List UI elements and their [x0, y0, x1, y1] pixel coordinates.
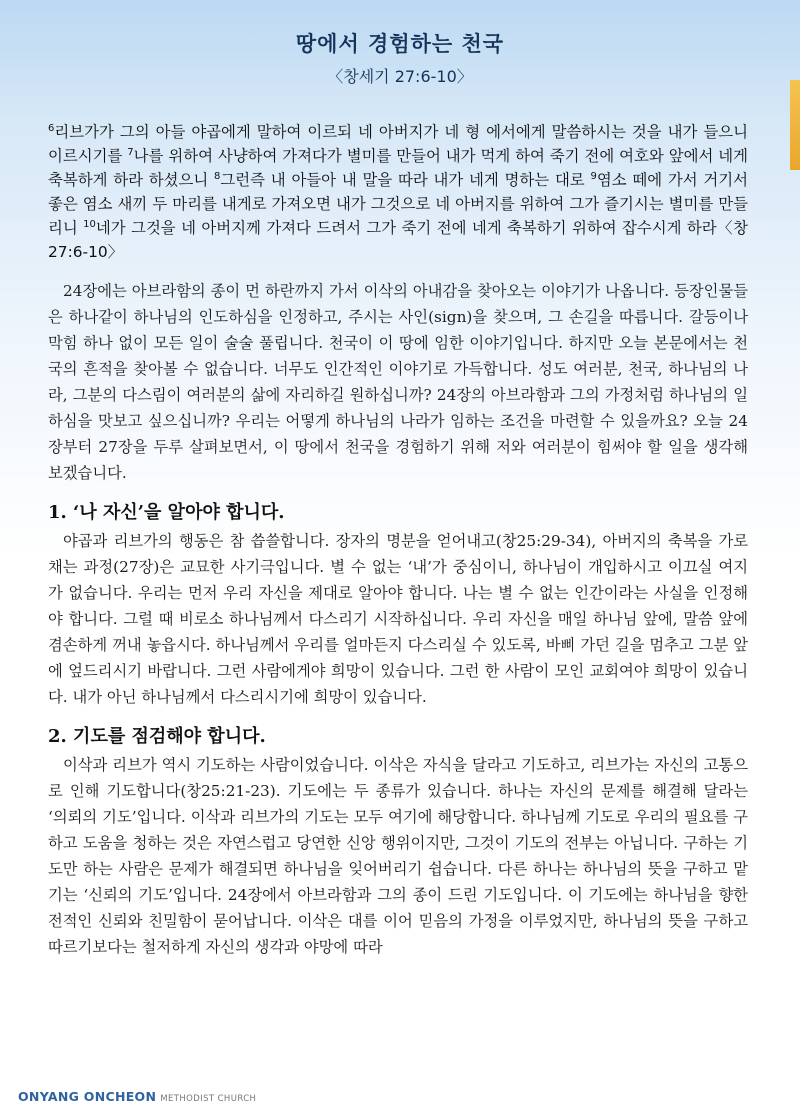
- scripture-passage: [48, 120, 748, 264]
- verse-text: 네가 그것을 네 아버지께 가져다 드려서 그가 죽기 전에 네게 축복하기 위하여 잡수시게 하라: [95, 219, 717, 237]
- decorative-side-stripe: [790, 80, 800, 170]
- section-body-1: 야곱과 리브가의 행동은 참 씁쓸합니다. 장자의 명분을 얻어내고(창25:29-34), 아버지의 축복을 가로채는 과정(27장)은 교묘한 사기극입니다. 별 수 없는 ‘내’가 중심이니, 하나님이 개입하시고 이끄실 여지가 없습니다. 우리는 먼저 우리 자신을 제대로 알아야 합니다. 나는 별 수 없는 인간이라는 사실을 인정해야 합니다. 그럴 때 비로소 하나님께서 다스리기 시작하십니다. 우리 자신을 매일 하나님 앞에, 말씀 앞에 겸손하게 꺼내 놓읍시다. 하나님께서 우리를 얼마든지 다스리실 수 있도록, 바삐 가던 길을 멈추고 그분 앞에 엎드리시기 바랍니다. 그런 사람에게야 희망이 있습니다. 그런 한 사람이 모인 교회여야 희망이 있습니다. 내가 아닌 하나님께서 다스리시기에 희망이 있습니다.: [48, 532, 748, 706]
- verse-text: 나를 위하여 사냥하여 가져다가 별미를 만들어 내가 먹게 하여 죽기 전에 여호와 앞에서 네게 축복하게 하라 하셨으니: [48, 147, 748, 189]
- section-heading-2: 2. 기도를 점검해야 합니다.: [48, 726, 266, 747]
- sermon-content: [48, 120, 748, 960]
- church-subtitle: METHODIST CHURCH: [160, 1094, 257, 1104]
- verse-number: 6: [48, 123, 55, 134]
- verse-number: 10: [83, 219, 96, 230]
- section-body-2: 이삭과 리브가 역시 기도하는 사람이었습니다. 이삭은 자식을 달라고 기도하고, 리브가는 자신의 고통으로 인해 기도합니다(창25:21-23). 기도에는 두 종류가 있습니다. 하나는 자신의 문제를 해결해 달라는 ‘의뢰의 기도’입니다. 이삭과 리브가의 기도는 모두 여기에 해당합니다. 하나님께 기도로 우리의 필요를 구하고 도움을 청하는 것은 자연스럽고 당연한 신앙 행위이지만, 그것이 기도의 전부는 아닙니다. 구하는 기도만 하는 사람은 문제가 해결되면 하나님을 잊어버리기 쉽습니다. 다른 하나는 하나님의 뜻을 구하고 맡기는 ‘신뢰의 기도’입니다. 24장에서 아브라함과 그의 종이 드린 기도입니다. 이 기도에는 하나님을 향한 전적인 신뢰와 친밀함이 묻어납니다. 이삭은 대를 이어 믿음의 가정을 이루었지만, 하나님의 뜻을 구하고 따르기보다는 철저하게 자신의 생각과 야망에 따라: [48, 756, 748, 956]
- title-block: [0, 28, 800, 87]
- verse-text: 리브가가 그의 아들 야곱에게 말하여 이르되 네 아버지가 네 형 에서에게 말씀하시는 것을 내가 들으니 이르시기를: [48, 123, 748, 165]
- church-name: ONYANG ONCHEON: [18, 1089, 157, 1104]
- passage-reference: 〈창27:6-10〉: [48, 219, 748, 261]
- section-heading-1: 1. ‘나 자신’을 알아야 합니다.: [48, 502, 285, 523]
- church-logo: [18, 1086, 256, 1105]
- verse-text: 염소 떼에 가서 거기서 좋은 염소 새끼 두 마리를 내게로 가져오면 내가 그것으로 네 아버지를 위하여 그가 즐기시는 별미를 만들리니: [48, 171, 749, 237]
- intro-paragraph: 24장에는 아브라함의 종이 먼 하란까지 가서 이삭의 아내감을 찾아오는 이야기가 나옵니다. 등장인물들은 하나같이 하나님의 인도하심을 인정하고, 주시는 사인(sign)을 찾으며, 그 손길을 따릅니다. 갈등이나 막힘 하나 없이 모든 일이 술술 풀립니다. 천국이 이 땅에 임한 이야기입니다. 하지만 오늘 본문에서는 천국의 흔적을 찾아볼 수 없습니다. 너무도 인간적인 이야기로 가득합니다. 성도 여러분, 천국, 하나님의 나라, 그분의 다스림이 여러분의 삶에 자리하길 원하십니까? 24장의 아브라함과 그의 가정처럼 하나님의 일하심을 맛보고 싶으십니까? 우리는 어떻게 하나님의 나라가 임하는 조건을 마련할 수 있을까요? 오늘 24장부터 27장을 두루 살펴보면서, 이 땅에서 천국을 경험하기 위해 저와 여러분이 힘써야 할 일을 생각해 보겠습니다.: [48, 282, 748, 482]
- verse-number: 7: [127, 147, 134, 158]
- verse-text: 그런즉 내 아들아 내 말을 따라 내가 네게 명하는 대로: [220, 171, 591, 189]
- scripture-reference-subtitle: 〈창세기 27:6-10〉: [327, 67, 473, 86]
- page-title: 땅에서 경험하는 천국: [295, 32, 505, 56]
- verse-number: 9: [590, 171, 597, 182]
- verse-number: 8: [214, 171, 221, 182]
